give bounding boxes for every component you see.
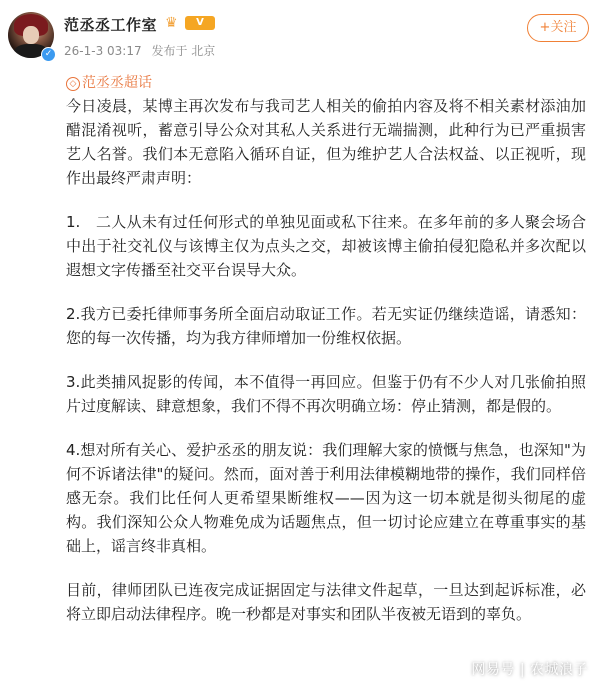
follow-button[interactable]: +关注 xyxy=(527,14,589,42)
topic-link[interactable] xyxy=(66,72,152,92)
post-time: 26-1-3 03:17 xyxy=(64,44,142,58)
topic-icon: ◇ xyxy=(66,77,80,91)
avatar-face xyxy=(23,26,39,44)
post-source: 发布于 北京 xyxy=(151,44,216,58)
paragraph-intro: 今日凌晨，某博主再次发布与我司艺人相关的偷拍内容及将不相关素材添油加醋混淆视听，蓄意引导公众对其私人关系进行无端揣测，此种行为已严重损害艺人名誉。我们本无意陷入循环自证，但为维护艺人合法权益、以正视听，现作出最终严肃声明： xyxy=(66,97,586,187)
topic-label: 范丞丞超话 xyxy=(82,75,152,91)
account-name[interactable]: 范丞丞工作室 xyxy=(64,16,158,34)
paragraph-point-2: 2.我方已委托律师事务所全面启动取证工作。若无实证仍继续造谣，请悉知：您的每一次传播，均为我方律师增加一份维权依据。 xyxy=(66,305,586,347)
paragraph-point-3: 3.此类捕风捉影的传闻，本不值得一再回应。但鉴于仍有不少人对几张偷拍照片过度解读、肆意想象，我们不得不再次明确立场：停止猜测，都是假的。 xyxy=(66,373,586,415)
paragraph-point-1: 1. 二人从未有过任何形式的单独见面或私下往来。在多年前的多人聚会场合中出于社交礼仪与该博主仅为点头之交，却被该博主偷拍侵犯隐私并多次配以遐想文字传播至社交平台误导大众。 xyxy=(66,213,586,279)
paragraph-closing: 目前，律师团队已连夜完成证据固定与法律文件起草，一旦达到起诉标准，必将立即启动法律程序。晚一秒都是对事实和团队半夜被无语到的辜负。 xyxy=(66,581,586,623)
post-content xyxy=(66,94,586,646)
verified-icon: ✓ xyxy=(41,47,56,62)
crown-icon: ♛ xyxy=(165,15,178,31)
paragraph-point-4: 4.想对所有关心、爱护丞丞的朋友说：我们理解大家的愤慨与焦急，也深知"为何不诉诸法律"的疑问。然而，面对善于利用法律模糊地带的操作，我们同样倍感无奈。我们比任何人更希望果断维权——因为这一切本就是彻头彻尾的虚构。我们深知公众人物难免成为话题焦点，但一切讨论应建立在尊重事实的基础上，谣言终非真相。 xyxy=(66,441,586,555)
post-meta xyxy=(64,42,221,59)
post-header xyxy=(0,0,600,66)
level-badge: V xyxy=(185,16,215,30)
watermark: 网易号 | 农城浪子 xyxy=(471,662,588,678)
